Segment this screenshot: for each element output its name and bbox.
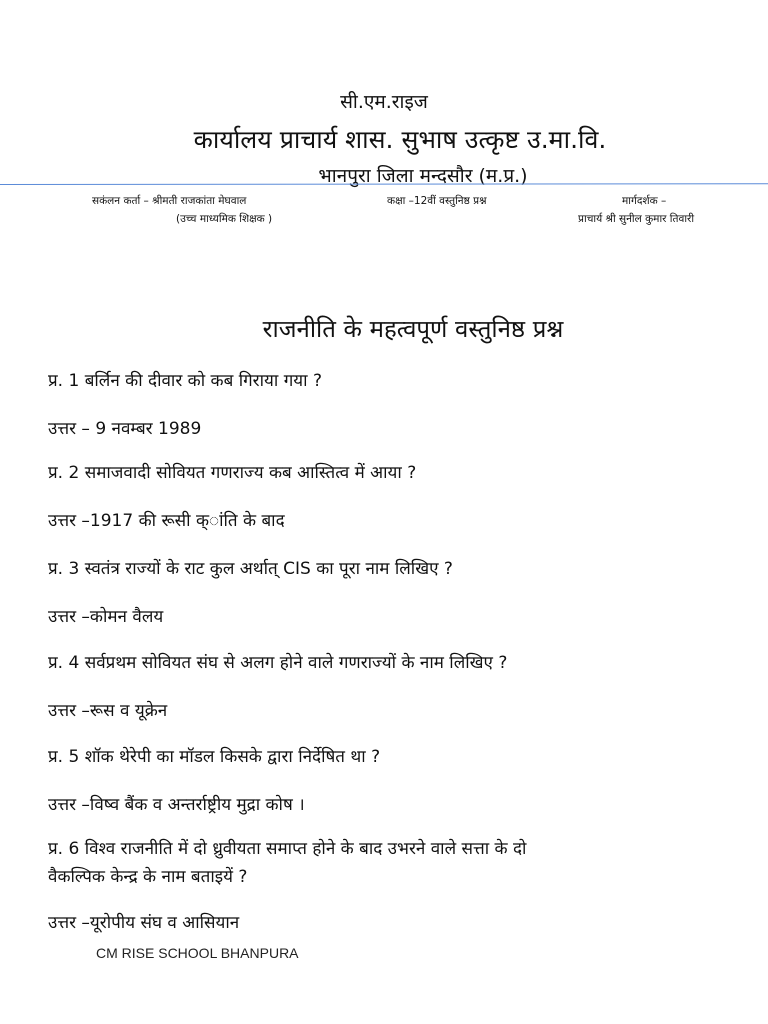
answer-3: उत्तर –कोमन वैलय <box>48 607 164 627</box>
answer-6: उत्तर –यूरोपीय संघ व आसियान <box>48 913 240 933</box>
meta-class-info: कक्षा –12वीं वस्तुनिष्ठ प्रश्न <box>387 195 487 207</box>
answer-5: उत्तर –विष्व बैंक व अन्तर्राष्ट्रीय मुद्रा कोष । <box>48 795 305 815</box>
question-3: प्र. 3 स्वतंत्र राज्यों के राट कुल अर्थात् CIS का पूरा नाम लिखिए ? <box>48 559 453 579</box>
meta-compiler: सकंलन कर्ता – श्रीमती राजकांता मेघवाल <box>92 195 247 207</box>
question-4: प्र. 4 सर्वप्रथम सोवियत संघ से अलग होने वाले गणराज्यों के नाम लिखिए ? <box>48 653 508 673</box>
answer-1: उत्तर – 9 नवम्बर 1989 <box>48 419 202 439</box>
meta-guide-label: मार्गदर्शक – <box>622 195 667 207</box>
answer-2: उत्तर –1917 की रूसी क्ांति के बाद <box>48 511 285 531</box>
question-5: प्र. 5 शॉक थेरेपी का मॉडल किसके द्वारा निर्देषित था ? <box>48 747 381 767</box>
header-location: भानपुरा जिला मन्दसौर (म.प्र.) <box>318 165 528 187</box>
page-title: राजनीति के महत्वपूर्ण वस्तुनिष्ठ प्रश्न <box>262 315 564 343</box>
header-school-abbrev: सी.एम.राइज <box>340 91 428 113</box>
answer-4: उत्तर –रूस व यूक्रेन <box>48 701 168 721</box>
question-2: प्र. 2 समाजवादी सोवियत गणराज्य कब आस्तित्व में आया ? <box>48 463 417 483</box>
question-6-line-1: प्र. 6 विश्व राजनीति में दो ध्रुवीयता समाप्त होने के बाद उभरने वाले सत्ता के दो <box>48 839 527 859</box>
header-office-title: कार्यालय प्राचार्य शास. सुभाष उत्कृष्ट उ.मा.वि. <box>193 125 607 154</box>
meta-compiler-role: (उच्च माध्यमिक शिक्षक ) <box>176 213 273 225</box>
footer-school-name: CM RISE SCHOOL BHANPURA <box>96 945 299 961</box>
question-1: प्र. 1 बर्लिन की दीवार को कब गिराया गया ? <box>48 371 322 391</box>
meta-guide-name: प्राचार्य श्री सुनील कुमार तिवारी <box>578 213 695 225</box>
question-6-line-2: वैकल्पिक केन्द्र के नाम बताइयें ? <box>48 867 248 887</box>
